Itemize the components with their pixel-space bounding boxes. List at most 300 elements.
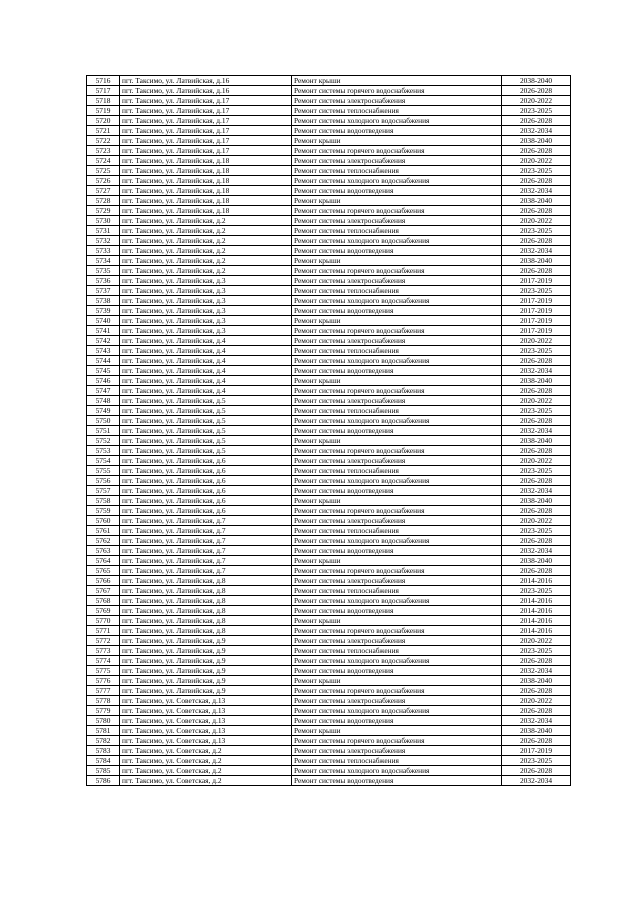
work-type-cell: Ремонт системы теплоснабжения — [292, 226, 502, 236]
row-number: 5749 — [87, 406, 120, 416]
table-row — [87, 476, 571, 486]
address-cell: пгт. Таксимо, ул. Латвийская, д.9 — [120, 686, 292, 696]
work-type-cell: Ремонт системы водоотведения — [292, 606, 502, 616]
period-cell: 2026-2028 — [502, 566, 571, 576]
work-type-cell: Ремонт системы электроснабжения — [292, 636, 502, 646]
work-type-cell: Ремонт системы горячего водоснабжения — [292, 566, 502, 576]
row-number: 5746 — [87, 376, 120, 386]
row-number: 5722 — [87, 136, 120, 146]
period-cell: 2026-2028 — [502, 236, 571, 246]
period-cell: 2038-2040 — [502, 556, 571, 566]
row-number: 5723 — [87, 146, 120, 156]
period-cell: 2026-2028 — [502, 356, 571, 366]
work-type-cell: Ремонт системы теплоснабжения — [292, 406, 502, 416]
row-number: 5753 — [87, 446, 120, 456]
work-type-cell: Ремонт системы горячего водоснабжения — [292, 506, 502, 516]
row-number: 5784 — [87, 756, 120, 766]
work-type-cell: Ремонт системы теплоснабжения — [292, 756, 502, 766]
period-cell: 2020-2022 — [502, 216, 571, 226]
row-number: 5719 — [87, 106, 120, 116]
table-row — [87, 696, 571, 706]
row-number: 5764 — [87, 556, 120, 566]
period-cell: 2020-2022 — [502, 456, 571, 466]
table-row — [87, 226, 571, 236]
period-cell: 2038-2040 — [502, 436, 571, 446]
work-type-cell: Ремонт системы водоотведения — [292, 426, 502, 436]
address-cell: пгт. Таксимо, ул. Латвийская, д.2 — [120, 256, 292, 266]
period-cell: 2014-2016 — [502, 606, 571, 616]
address-cell: пгт. Таксимо, ул. Советская, д.2 — [120, 756, 292, 766]
period-cell: 2026-2028 — [502, 206, 571, 216]
row-number: 5727 — [87, 186, 120, 196]
work-type-cell: Ремонт системы теплоснабжения — [292, 166, 502, 176]
period-cell: 2020-2022 — [502, 636, 571, 646]
address-cell: пгт. Таксимо, ул. Латвийская, д.5 — [120, 406, 292, 416]
work-type-cell: Ремонт системы водоотведения — [292, 546, 502, 556]
row-number: 5736 — [87, 276, 120, 286]
table-row — [87, 376, 571, 386]
work-type-cell: Ремонт системы теплоснабжения — [292, 646, 502, 656]
work-type-cell: Ремонт системы холодного водоснабжения — [292, 596, 502, 606]
table-row — [87, 766, 571, 776]
period-cell: 2020-2022 — [502, 96, 571, 106]
table-row — [87, 126, 571, 136]
row-number: 5776 — [87, 676, 120, 686]
address-cell: пгт. Таксимо, ул. Латвийская, д.18 — [120, 196, 292, 206]
address-cell: пгт. Таксимо, ул. Латвийская, д.7 — [120, 566, 292, 576]
work-type-cell: Ремонт системы холодного водоснабжения — [292, 476, 502, 486]
row-number: 5724 — [87, 156, 120, 166]
period-cell: 2032-2034 — [502, 666, 571, 676]
table-row — [87, 336, 571, 346]
address-cell: пгт. Таксимо, ул. Латвийская, д.3 — [120, 286, 292, 296]
address-cell: пгт. Таксимо, ул. Латвийская, д.18 — [120, 176, 292, 186]
work-type-cell: Ремонт системы горячего водоснабжения — [292, 326, 502, 336]
table-row — [87, 236, 571, 246]
row-number: 5739 — [87, 306, 120, 316]
table-row — [87, 586, 571, 596]
period-cell: 2023-2025 — [502, 586, 571, 596]
work-type-cell: Ремонт крыши — [292, 726, 502, 736]
table-row — [87, 306, 571, 316]
work-type-cell: Ремонт системы водоотведения — [292, 366, 502, 376]
period-cell: 2026-2028 — [502, 386, 571, 396]
work-type-cell: Ремонт системы водоотведения — [292, 186, 502, 196]
work-type-cell: Ремонт крыши — [292, 556, 502, 566]
work-type-cell: Ремонт системы электроснабжения — [292, 216, 502, 226]
period-cell: 2026-2028 — [502, 116, 571, 126]
address-cell: пгт. Таксимо, ул. Латвийская, д.7 — [120, 556, 292, 566]
row-number: 5756 — [87, 476, 120, 486]
table-row — [87, 346, 571, 356]
work-type-cell: Ремонт системы водоотведения — [292, 666, 502, 676]
table-row — [87, 286, 571, 296]
work-type-cell: Ремонт системы холодного водоснабжения — [292, 656, 502, 666]
work-type-cell: Ремонт системы горячего водоснабжения — [292, 206, 502, 216]
row-number: 5785 — [87, 766, 120, 776]
work-type-cell: Ремонт системы холодного водоснабжения — [292, 116, 502, 126]
period-cell: 2023-2025 — [502, 756, 571, 766]
period-cell: 2038-2040 — [502, 196, 571, 206]
address-cell: пгт. Таксимо, ул. Латвийская, д.9 — [120, 666, 292, 676]
row-number: 5718 — [87, 96, 120, 106]
work-type-cell: Ремонт системы горячего водоснабжения — [292, 266, 502, 276]
address-cell: пгт. Таксимо, ул. Латвийская, д.18 — [120, 206, 292, 216]
work-type-cell: Ремонт крыши — [292, 436, 502, 446]
table-row — [87, 116, 571, 126]
row-number: 5772 — [87, 636, 120, 646]
row-number: 5744 — [87, 356, 120, 366]
work-type-cell: Ремонт системы холодного водоснабжения — [292, 356, 502, 366]
period-cell: 2026-2028 — [502, 446, 571, 456]
period-cell: 2026-2028 — [502, 766, 571, 776]
table-row — [87, 186, 571, 196]
table-row — [87, 196, 571, 206]
table-row — [87, 266, 571, 276]
period-cell: 2020-2022 — [502, 696, 571, 706]
address-cell: пгт. Таксимо, ул. Латвийская, д.6 — [120, 466, 292, 476]
period-cell: 2038-2040 — [502, 136, 571, 146]
period-cell: 2026-2028 — [502, 86, 571, 96]
table-row — [87, 216, 571, 226]
row-number: 5759 — [87, 506, 120, 516]
period-cell: 2032-2034 — [502, 366, 571, 376]
table-row — [87, 76, 571, 86]
period-cell: 2032-2034 — [502, 776, 571, 786]
row-number: 5762 — [87, 536, 120, 546]
work-type-cell: Ремонт системы горячего водоснабжения — [292, 626, 502, 636]
period-cell: 2020-2022 — [502, 396, 571, 406]
row-number: 5767 — [87, 586, 120, 596]
table-row — [87, 536, 571, 546]
table-row — [87, 436, 571, 446]
period-cell: 2023-2025 — [502, 226, 571, 236]
address-cell: пгт. Таксимо, ул. Советская, д.2 — [120, 766, 292, 776]
period-cell: 2038-2040 — [502, 376, 571, 386]
row-number: 5733 — [87, 246, 120, 256]
period-cell: 2032-2034 — [502, 716, 571, 726]
row-number: 5786 — [87, 776, 120, 786]
work-type-cell: Ремонт системы электроснабжения — [292, 456, 502, 466]
address-cell: пгт. Таксимо, ул. Латвийская, д.17 — [120, 146, 292, 156]
address-cell: пгт. Таксимо, ул. Латвийская, д.18 — [120, 156, 292, 166]
row-number: 5720 — [87, 116, 120, 126]
address-cell: пгт. Таксимо, ул. Латвийская, д.8 — [120, 606, 292, 616]
row-number: 5766 — [87, 576, 120, 586]
address-cell: пгт. Таксимо, ул. Латвийская, д.17 — [120, 116, 292, 126]
address-cell: пгт. Таксимо, ул. Латвийская, д.6 — [120, 476, 292, 486]
address-cell: пгт. Таксимо, ул. Латвийская, д.18 — [120, 186, 292, 196]
address-cell: пгт. Таксимо, ул. Советская, д.13 — [120, 696, 292, 706]
table-row — [87, 366, 571, 376]
period-cell: 2017-2019 — [502, 316, 571, 326]
table-row — [87, 296, 571, 306]
address-cell: пгт. Таксимо, ул. Латвийская, д.16 — [120, 86, 292, 96]
work-type-cell: Ремонт системы теплоснабжения — [292, 526, 502, 536]
row-number: 5774 — [87, 656, 120, 666]
table-row — [87, 776, 571, 786]
address-cell: пгт. Таксимо, ул. Латвийская, д.4 — [120, 336, 292, 346]
table-row — [87, 146, 571, 156]
address-cell: пгт. Таксимо, ул. Латвийская, д.9 — [120, 646, 292, 656]
work-type-cell: Ремонт системы горячего водоснабжения — [292, 736, 502, 746]
address-cell: пгт. Таксимо, ул. Советская, д.13 — [120, 736, 292, 746]
work-type-cell: Ремонт крыши — [292, 196, 502, 206]
work-type-cell: Ремонт системы водоотведения — [292, 246, 502, 256]
table-row — [87, 606, 571, 616]
work-type-cell: Ремонт системы водоотведения — [292, 776, 502, 786]
table-body — [87, 76, 571, 786]
address-cell: пгт. Таксимо, ул. Латвийская, д.18 — [120, 166, 292, 176]
address-cell: пгт. Таксимо, ул. Латвийская, д.8 — [120, 596, 292, 606]
work-type-cell: Ремонт системы водоотведения — [292, 306, 502, 316]
address-cell: пгт. Таксимо, ул. Латвийская, д.7 — [120, 516, 292, 526]
address-cell: пгт. Таксимо, ул. Латвийская, д.2 — [120, 246, 292, 256]
table-row — [87, 316, 571, 326]
row-number: 5729 — [87, 206, 120, 216]
period-cell: 2023-2025 — [502, 166, 571, 176]
table-row — [87, 656, 571, 666]
address-cell: пгт. Таксимо, ул. Латвийская, д.6 — [120, 456, 292, 466]
work-type-cell: Ремонт системы электроснабжения — [292, 336, 502, 346]
table-row — [87, 86, 571, 96]
address-cell: пгт. Таксимо, ул. Латвийская, д.5 — [120, 416, 292, 426]
period-cell: 2032-2034 — [502, 186, 571, 196]
work-type-cell: Ремонт крыши — [292, 676, 502, 686]
row-number: 5755 — [87, 466, 120, 476]
address-cell: пгт. Таксимо, ул. Латвийская, д.2 — [120, 266, 292, 276]
address-cell: пгт. Таксимо, ул. Латвийская, д.7 — [120, 526, 292, 536]
row-number: 5765 — [87, 566, 120, 576]
period-cell: 2023-2025 — [502, 286, 571, 296]
table-row — [87, 546, 571, 556]
table-row — [87, 496, 571, 506]
row-number: 5771 — [87, 626, 120, 636]
row-number: 5780 — [87, 716, 120, 726]
period-cell: 2026-2028 — [502, 176, 571, 186]
address-cell: пгт. Таксимо, ул. Латвийская, д.17 — [120, 106, 292, 116]
table-row — [87, 386, 571, 396]
row-number: 5763 — [87, 546, 120, 556]
table-row — [87, 96, 571, 106]
row-number: 5781 — [87, 726, 120, 736]
table-row — [87, 596, 571, 606]
work-type-cell: Ремонт системы электроснабжения — [292, 156, 502, 166]
row-number: 5747 — [87, 386, 120, 396]
work-type-cell: Ремонт системы водоотведения — [292, 716, 502, 726]
work-type-cell: Ремонт системы теплоснабжения — [292, 286, 502, 296]
table-row — [87, 486, 571, 496]
address-cell: пгт. Таксимо, ул. Латвийская, д.8 — [120, 626, 292, 636]
work-type-cell: Ремонт системы холодного водоснабжения — [292, 706, 502, 716]
address-cell: пгт. Таксимо, ул. Латвийская, д.6 — [120, 506, 292, 516]
row-number: 5742 — [87, 336, 120, 346]
period-cell: 2017-2019 — [502, 326, 571, 336]
period-cell: 2032-2034 — [502, 486, 571, 496]
period-cell: 2020-2022 — [502, 156, 571, 166]
table-row — [87, 396, 571, 406]
row-number: 5760 — [87, 516, 120, 526]
period-cell: 2017-2019 — [502, 276, 571, 286]
work-type-cell: Ремонт системы холодного водоснабжения — [292, 536, 502, 546]
work-type-cell: Ремонт системы горячего водоснабжения — [292, 446, 502, 456]
period-cell: 2026-2028 — [502, 536, 571, 546]
table-row — [87, 156, 571, 166]
address-cell: пгт. Таксимо, ул. Латвийская, д.5 — [120, 396, 292, 406]
period-cell: 2026-2028 — [502, 656, 571, 666]
address-cell: пгт. Таксимо, ул. Латвийская, д.5 — [120, 426, 292, 436]
table-row — [87, 686, 571, 696]
work-type-cell: Ремонт системы электроснабжения — [292, 96, 502, 106]
address-cell: пгт. Таксимо, ул. Латвийская, д.7 — [120, 536, 292, 546]
period-cell: 2032-2034 — [502, 426, 571, 436]
row-number: 5738 — [87, 296, 120, 306]
table-row — [87, 756, 571, 766]
table-row — [87, 576, 571, 586]
table-row — [87, 206, 571, 216]
address-cell: пгт. Таксимо, ул. Латвийская, д.3 — [120, 326, 292, 336]
row-number: 5757 — [87, 486, 120, 496]
table-row — [87, 666, 571, 676]
period-cell: 2038-2040 — [502, 676, 571, 686]
row-number: 5777 — [87, 686, 120, 696]
row-number: 5775 — [87, 666, 120, 676]
work-type-cell: Ремонт системы холодного водоснабжения — [292, 416, 502, 426]
row-number: 5770 — [87, 616, 120, 626]
period-cell: 2026-2028 — [502, 476, 571, 486]
table-row — [87, 646, 571, 656]
address-cell: пгт. Таксимо, ул. Советская, д.13 — [120, 716, 292, 726]
address-cell: пгт. Таксимо, ул. Латвийская, д.7 — [120, 546, 292, 556]
table-row — [87, 406, 571, 416]
period-cell: 2038-2040 — [502, 256, 571, 266]
table-row — [87, 566, 571, 576]
address-cell: пгт. Таксимо, ул. Латвийская, д.4 — [120, 386, 292, 396]
row-number: 5783 — [87, 746, 120, 756]
work-type-cell: Ремонт системы холодного водоснабжения — [292, 296, 502, 306]
work-type-cell: Ремонт крыши — [292, 616, 502, 626]
address-cell: пгт. Таксимо, ул. Латвийская, д.8 — [120, 616, 292, 626]
table-row — [87, 516, 571, 526]
period-cell: 2023-2025 — [502, 406, 571, 416]
work-type-cell: Ремонт системы электроснабжения — [292, 516, 502, 526]
work-type-cell: Ремонт системы теплоснабжения — [292, 106, 502, 116]
address-cell: пгт. Таксимо, ул. Латвийская, д.8 — [120, 586, 292, 596]
period-cell: 2014-2016 — [502, 596, 571, 606]
period-cell: 2014-2016 — [502, 616, 571, 626]
address-cell: пгт. Таксимо, ул. Латвийская, д.16 — [120, 76, 292, 86]
period-cell: 2023-2025 — [502, 646, 571, 656]
period-cell: 2023-2025 — [502, 346, 571, 356]
address-cell: пгт. Таксимо, ул. Латвийская, д.17 — [120, 136, 292, 146]
work-type-cell: Ремонт системы электроснабжения — [292, 396, 502, 406]
address-cell: пгт. Таксимо, ул. Латвийская, д.9 — [120, 636, 292, 646]
address-cell: пгт. Таксимо, ул. Латвийская, д.4 — [120, 366, 292, 376]
work-type-cell: Ремонт системы теплоснабжения — [292, 586, 502, 596]
address-cell: пгт. Таксимо, ул. Латвийская, д.3 — [120, 276, 292, 286]
row-number: 5758 — [87, 496, 120, 506]
row-number: 5728 — [87, 196, 120, 206]
period-cell: 2026-2028 — [502, 686, 571, 696]
work-type-cell: Ремонт системы холодного водоснабжения — [292, 766, 502, 776]
work-type-cell: Ремонт системы водоотведения — [292, 486, 502, 496]
table-row — [87, 466, 571, 476]
row-number: 5761 — [87, 526, 120, 536]
work-type-cell: Ремонт системы электроснабжения — [292, 696, 502, 706]
table-row — [87, 736, 571, 746]
period-cell: 2017-2019 — [502, 746, 571, 756]
row-number: 5716 — [87, 76, 120, 86]
table-row — [87, 616, 571, 626]
row-number: 5773 — [87, 646, 120, 656]
row-number: 5735 — [87, 266, 120, 276]
table-row — [87, 746, 571, 756]
row-number: 5725 — [87, 166, 120, 176]
work-type-cell: Ремонт системы холодного водоснабжения — [292, 236, 502, 246]
address-cell: пгт. Таксимо, ул. Латвийская, д.9 — [120, 656, 292, 666]
table-row — [87, 446, 571, 456]
period-cell: 2032-2034 — [502, 246, 571, 256]
period-cell: 2038-2040 — [502, 76, 571, 86]
address-cell: пгт. Таксимо, ул. Советская, д.2 — [120, 776, 292, 786]
work-type-cell: Ремонт системы электроснабжения — [292, 276, 502, 286]
work-type-cell: Ремонт системы водоотведения — [292, 126, 502, 136]
table-row — [87, 166, 571, 176]
row-number: 5734 — [87, 256, 120, 266]
row-number: 5768 — [87, 596, 120, 606]
row-number: 5737 — [87, 286, 120, 296]
period-cell: 2023-2025 — [502, 466, 571, 476]
address-cell: пгт. Таксимо, ул. Латвийская, д.4 — [120, 346, 292, 356]
work-type-cell: Ремонт системы горячего водоснабжения — [292, 86, 502, 96]
address-cell: пгт. Таксимо, ул. Латвийская, д.4 — [120, 376, 292, 386]
work-type-cell: Ремонт крыши — [292, 76, 502, 86]
address-cell: пгт. Таксимо, ул. Латвийская, д.6 — [120, 486, 292, 496]
table-row — [87, 526, 571, 536]
period-cell: 2026-2028 — [502, 506, 571, 516]
work-type-cell: Ремонт системы горячего водоснабжения — [292, 686, 502, 696]
period-cell: 2023-2025 — [502, 526, 571, 536]
address-cell: пгт. Таксимо, ул. Латвийская, д.17 — [120, 126, 292, 136]
row-number: 5751 — [87, 426, 120, 436]
period-cell: 2014-2016 — [502, 576, 571, 586]
address-cell: пгт. Таксимо, ул. Латвийская, д.4 — [120, 356, 292, 366]
period-cell: 2017-2019 — [502, 306, 571, 316]
row-number: 5754 — [87, 456, 120, 466]
table-row — [87, 356, 571, 366]
address-cell: пгт. Таксимо, ул. Латвийская, д.3 — [120, 316, 292, 326]
work-type-cell: Ремонт системы холодного водоснабжения — [292, 176, 502, 186]
table-row — [87, 256, 571, 266]
period-cell: 2026-2028 — [502, 266, 571, 276]
work-type-cell: Ремонт крыши — [292, 256, 502, 266]
row-number: 5717 — [87, 86, 120, 96]
period-cell: 2014-2016 — [502, 626, 571, 636]
address-cell: пгт. Таксимо, ул. Советская, д.13 — [120, 726, 292, 736]
table-row — [87, 716, 571, 726]
table-row — [87, 326, 571, 336]
row-number: 5779 — [87, 706, 120, 716]
table-row — [87, 676, 571, 686]
address-cell: пгт. Таксимо, ул. Латвийская, д.17 — [120, 96, 292, 106]
row-number: 5731 — [87, 226, 120, 236]
work-type-cell: Ремонт системы горячего водоснабжения — [292, 386, 502, 396]
row-number: 5740 — [87, 316, 120, 326]
period-cell: 2026-2028 — [502, 146, 571, 156]
table-row — [87, 636, 571, 646]
work-type-cell: Ремонт системы электроснабжения — [292, 576, 502, 586]
period-cell: 2026-2028 — [502, 706, 571, 716]
